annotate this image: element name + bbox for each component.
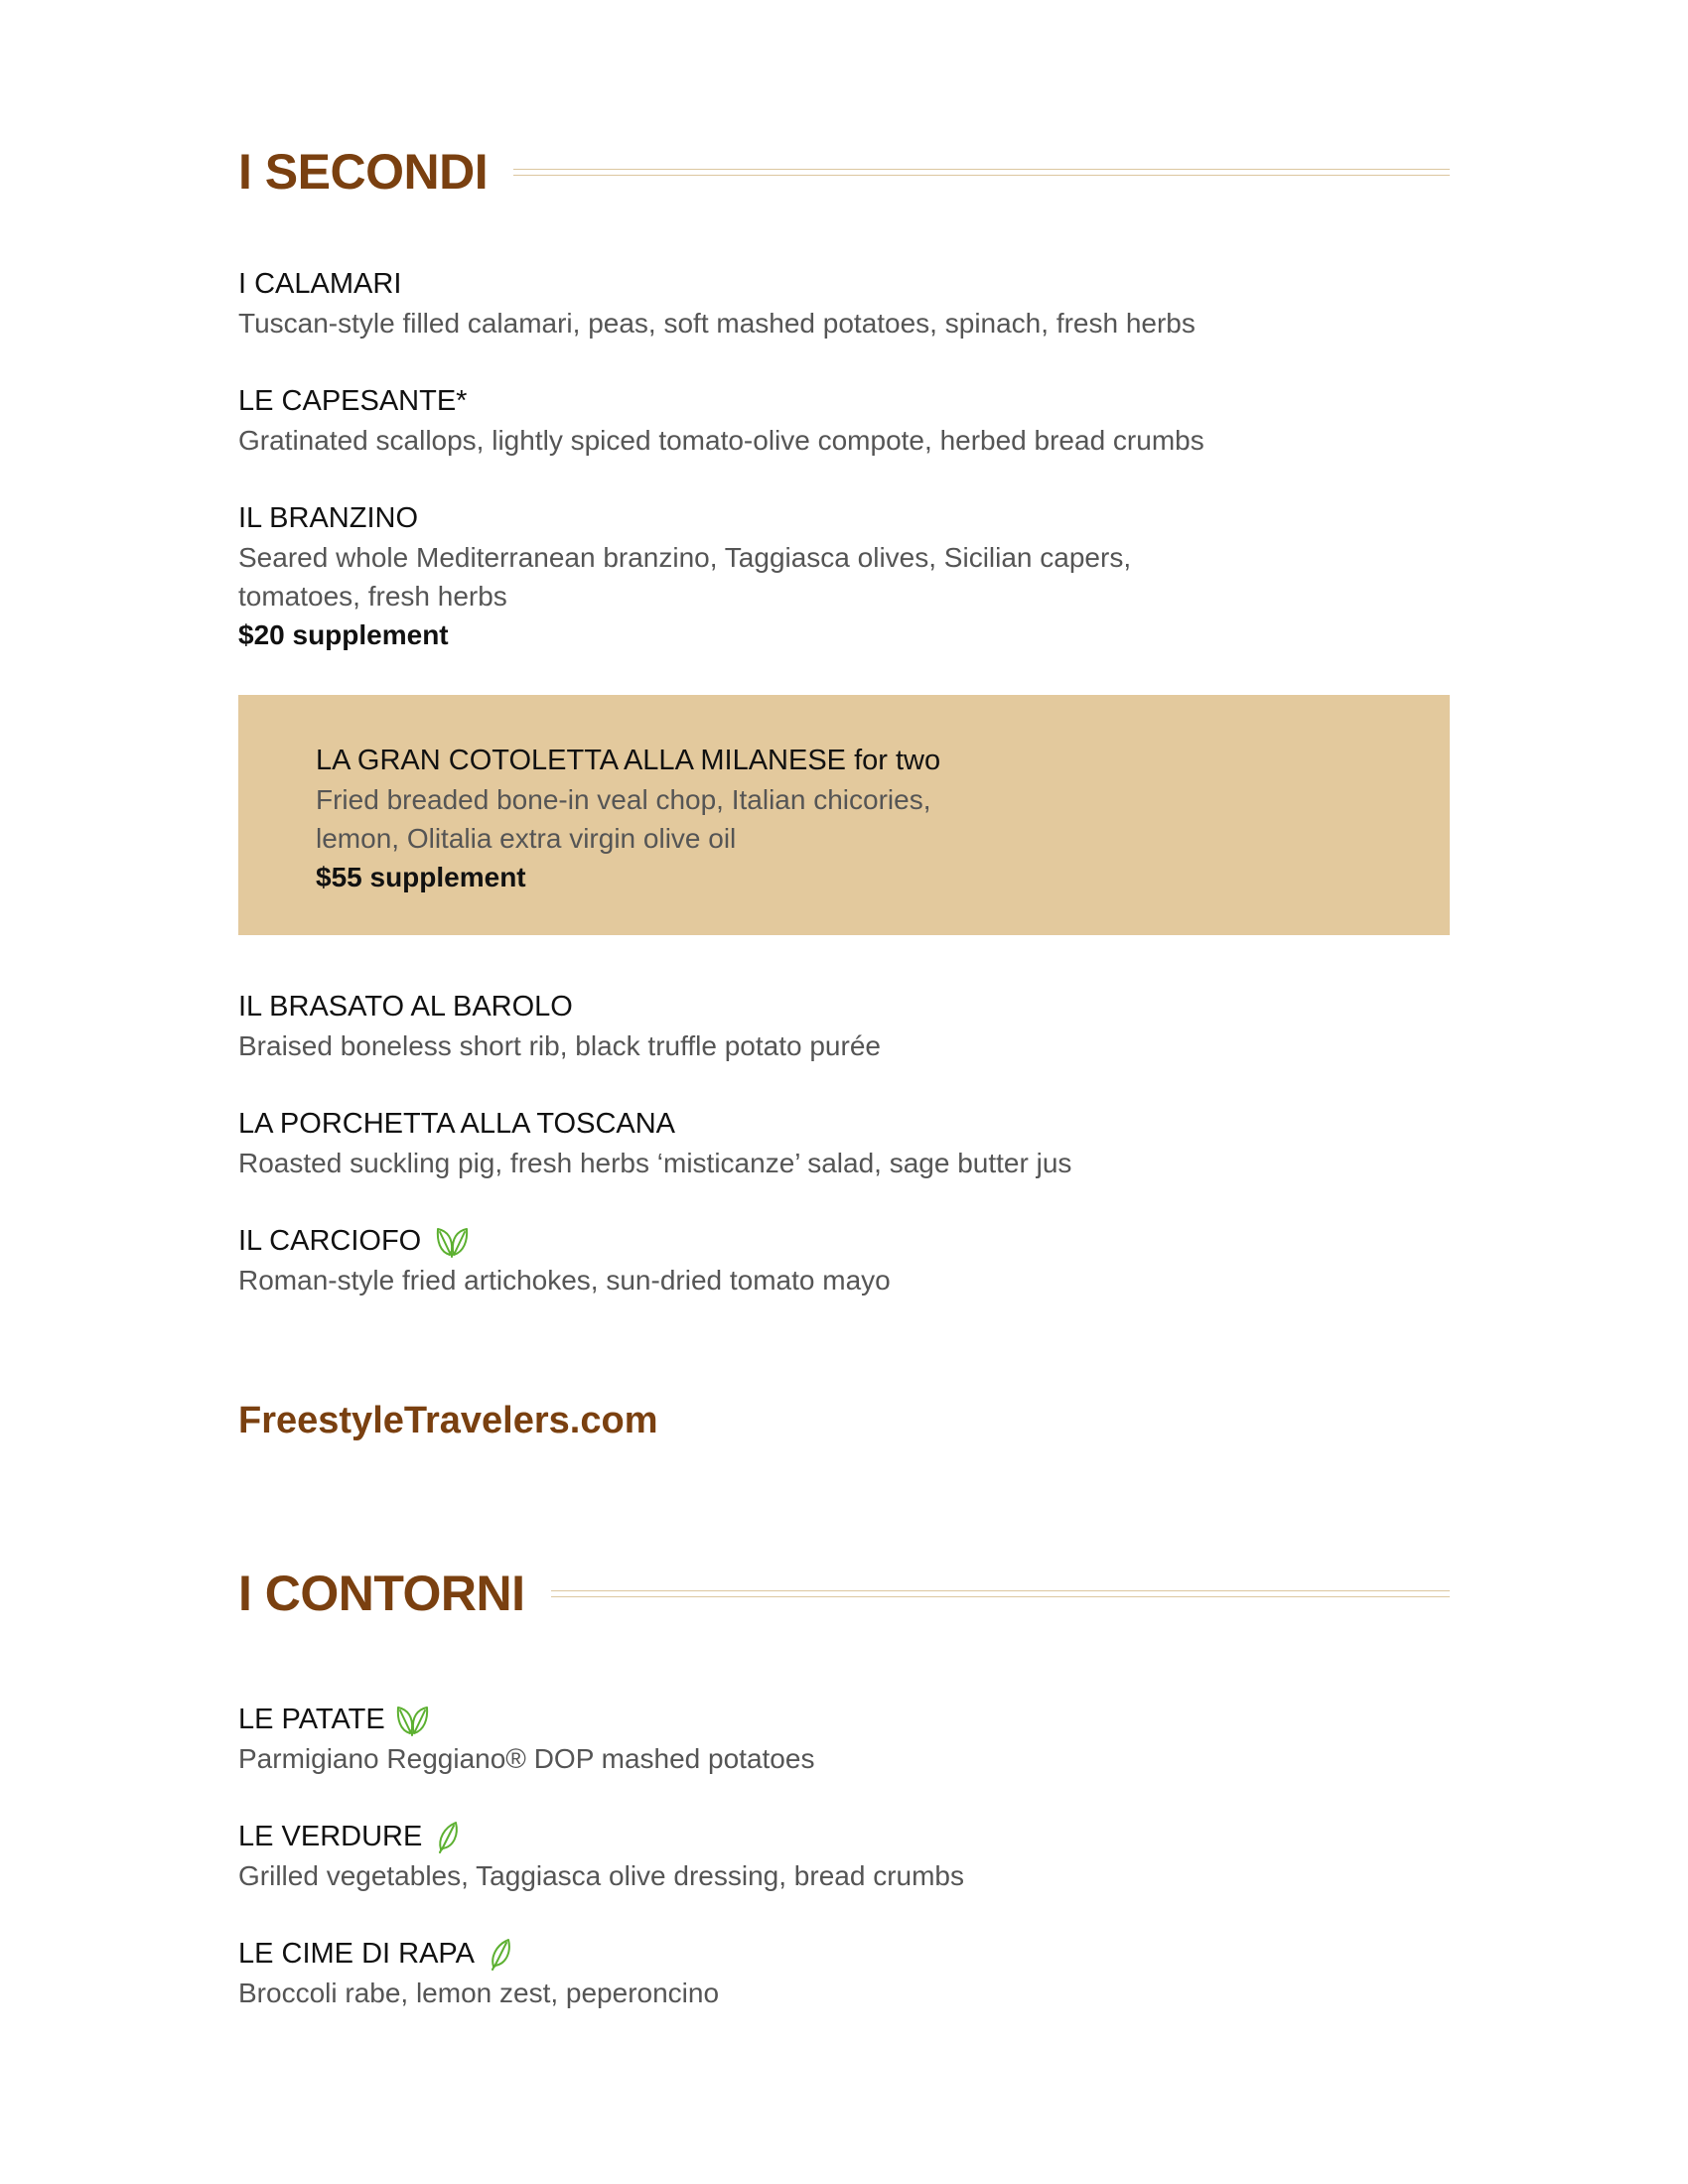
menu-item-name-row xyxy=(238,1817,1450,1856)
menu-item-name: LA PORCHETTA ALLA TOSCANA xyxy=(238,1108,676,1140)
menu-item-description: Parmigiano Reggiano® DOP mashed potatoes xyxy=(238,1743,815,1774)
menu-item-name: IL BRANZINO xyxy=(238,502,419,534)
menu-item-description: Tuscan-style filled calamari, peas, soft mashed potatoes, spinach, fresh herbs xyxy=(238,308,1196,339)
menu-item-description: Roasted suckling pig, fresh herbs ‘misticanze’ salad, sage butter jus xyxy=(238,1148,1072,1178)
menu-item-brasato xyxy=(238,987,1450,1065)
double-leaf-icon xyxy=(435,1224,471,1258)
menu-item-name-row xyxy=(238,1221,1450,1261)
menu-item-capesante xyxy=(238,381,1450,460)
contorni-section-title: I CONTORNI xyxy=(238,1566,525,1621)
menu-item-cime-di-rapa xyxy=(238,1934,1450,2012)
menu-item-name-row xyxy=(238,1700,1450,1739)
menu-item-name: IL CARCIOFO xyxy=(238,1225,422,1257)
menu-item-name: IL BRASATO AL BAROLO xyxy=(238,991,573,1023)
section-divider xyxy=(551,1590,1450,1597)
double-leaf-icon xyxy=(395,1703,431,1736)
section-divider xyxy=(513,169,1450,176)
menu-item-patate xyxy=(238,1700,1450,1778)
menu-item-name: LA GRAN COTOLETTA ALLA MILANESE for two xyxy=(316,745,941,776)
menu-item-description: Fried breaded bone-in veal chop, Italian chicories, lemon, Olitalia extra virgin olive oil xyxy=(316,784,931,854)
supplement-price: $55 supplement xyxy=(316,862,526,892)
menu-item-name-row xyxy=(238,1934,1450,1974)
menu-item-cotoletta xyxy=(316,741,940,896)
menu-item-description: Gratinated scallops, lightly spiced tomato-olive compote, herbed bread crumbs xyxy=(238,425,1204,456)
menu-item-name: I CALAMARI xyxy=(238,268,402,300)
menu-item-description: Seared whole Mediterranean branzino, Taggiasca olives, Sicilian capers, tomatoes, fresh herbs xyxy=(238,542,1132,612)
menu-item-carciofo xyxy=(238,1221,1450,1299)
menu-item-calamari xyxy=(238,264,1450,342)
single-leaf-icon xyxy=(489,1937,512,1971)
secondi-section-title: I SECONDI xyxy=(238,144,489,200)
menu-item-branzino xyxy=(238,498,1450,654)
contorni-section-header xyxy=(238,1566,1450,1621)
menu-item-description: Grilled vegetables, Taggiasca olive dressing, bread crumbs xyxy=(238,1860,964,1891)
menu-item-name: LE PATATE xyxy=(238,1704,385,1735)
menu-item-name: LE CAPESANTE* xyxy=(238,385,468,417)
menu-item-name: LE CIME DI RAPA xyxy=(238,1938,475,1970)
menu-item-description: Broccoli rabe, lemon zest, peperoncino xyxy=(238,1978,720,2008)
menu-item-verdure xyxy=(238,1817,1450,1895)
supplement-price: $20 supplement xyxy=(238,619,449,650)
secondi-section-header xyxy=(238,144,1450,200)
menu-item-description: Roman-style fried artichokes, sun-dried tomato mayo xyxy=(238,1265,891,1296)
single-leaf-icon xyxy=(436,1820,460,1853)
website-link[interactable]: FreestyleTravelers.com xyxy=(238,1400,658,1441)
menu-item-porchetta xyxy=(238,1104,1450,1182)
menu-item-description: Braised boneless short rib, black truffle potato purée xyxy=(238,1030,881,1061)
menu-item-name: LE VERDURE xyxy=(238,1821,423,1852)
featured-item-box xyxy=(238,695,1450,935)
